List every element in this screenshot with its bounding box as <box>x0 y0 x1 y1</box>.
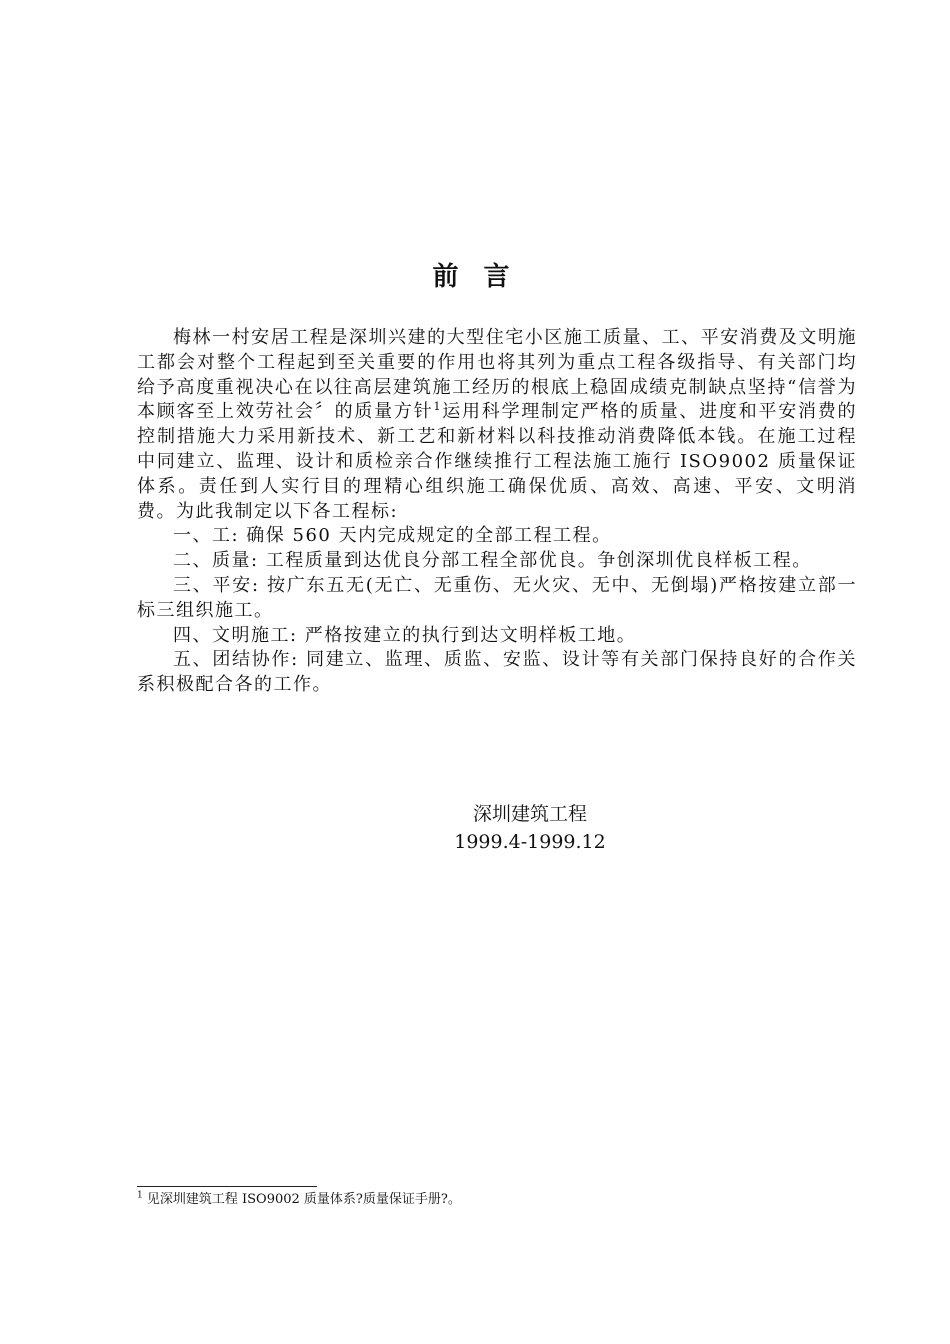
goal-quality: 二、质量: 工程质量到达优良分部工程全部优良。争创深圳优良样板工程。 <box>173 550 812 572</box>
signature-date-range: 1999.4-1999.12 <box>454 831 606 853</box>
signature-organization: 深圳建筑工程 <box>472 803 587 825</box>
body-text <box>137 326 857 698</box>
intro-text-continued: 运用科学理制定严格的质量、进度和平安消费的控制措施大力采用新技术、新工艺和新材料以科技推动消费降低本钱。在施工过程中同建立、监理、设计和质检亲合作继续推行工程法施工施行 ISO9002 质量保证体系。责任到人实行目的理精心组织施工确保优质、高效、高速、平安、文明消费。为此我制定以下各工程标: <box>137 401 858 522</box>
signature-block <box>380 800 680 856</box>
footnote-text: 见深圳建筑工程 ISO9002 质量体系?质量保证手册?。 <box>142 1192 461 1207</box>
intro-text: 梅林一村安居工程是深圳兴建的大型住宅小区施工质量、工、平安消费及文明施工都会对整个工程起到至关重要的作用也将其列为重点工程各级指导、有关部门均给予高度重视决心在以往高层建筑施工经历的根底上稳固成绩克制缺点坚持“信誉为本顾客至上效劳社会〞的质量方针 <box>137 327 857 423</box>
goal-civilized-construction: 四、文明施工: 严格按建立的执行到达文明样板工地。 <box>173 624 637 646</box>
goal-schedule: 一、工: 确保 560 天内完成规定的全部工程工程。 <box>173 525 612 547</box>
intro-paragraph <box>137 326 857 524</box>
goal-safety: 三、平安: 按广东五无(无亡、无重伤、无火灾、无中、无倒塌)严格按建立部一标三组织施工。 <box>137 574 857 621</box>
footnote <box>137 1191 461 1209</box>
footnote-reference[interactable]: 1 <box>433 400 442 414</box>
footnote-marker: 1 <box>137 1190 143 1201</box>
page-title: 前 言 <box>432 262 518 292</box>
goal-cooperation: 五、团结协作: 同建立、监理、质监、安监、设计等有关部门保持良好的合作关系积极配合各的工作。 <box>137 649 857 696</box>
footnote-divider <box>137 1186 317 1187</box>
